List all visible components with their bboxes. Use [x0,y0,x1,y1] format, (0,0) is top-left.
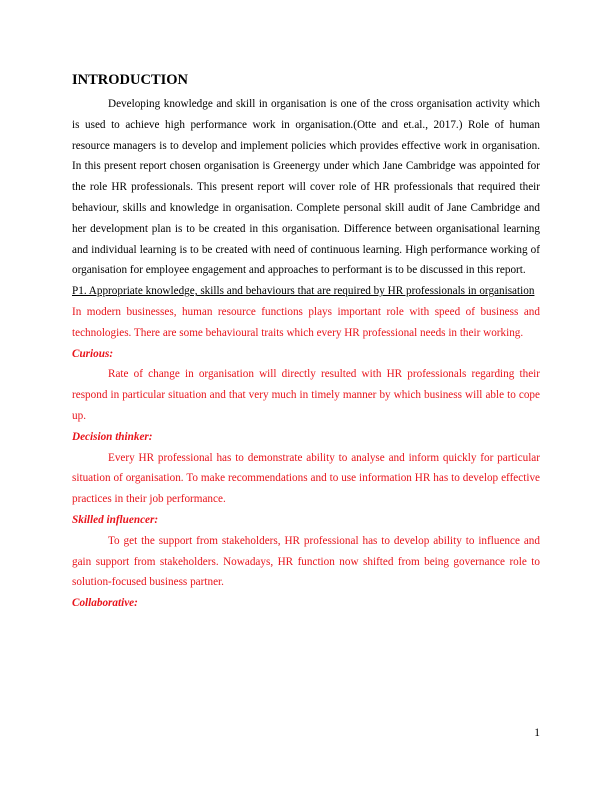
trait-title-collaborative: Collaborative: [72,597,138,610]
trait-title-skilled-influencer: Skilled influencer: [72,513,159,526]
p1-intro-paragraph: In modern businesses, human resource functions plays important role with speed of business and technologies. There are some behavioural traits which every HR professional needs in their working. [72,305,540,339]
page-number: 1 [534,727,540,739]
section-heading-p1: P1. Appropriate knowledge, skills and behaviours that are required by HR professionals in organisation [72,285,535,298]
document-page [72,70,540,614]
trait-text-skilled-influencer: To get the support from stakeholders, HR professional has to develop ability to influence and gain support from stakeholders. Nowadays, HR function now shifted from being governance role to solution-focused business partner. [72,534,540,589]
trait-title-decision-thinker: Decision thinker: [72,430,153,443]
trait-title-curious: Curious: [72,347,114,360]
trait-text-curious: Rate of change in organisation will directly resulted with HR professionals regarding their respond in particular situation and that very much in timely manner by which business will able to cope up. [72,368,540,422]
intro-paragraph: Developing knowledge and skill in organisation is one of the cross organisation activity which is used to achieve high performance work in organisation.(Otte and et.al., 2017.) Role of human resource managers is to develop and implement policies which provides effective work in organisation. In this present report chosen organisation is Greenergy under which Jane Cambridge was appointed for the role HR professionals. This present report will cover role of HR professionals that required their behaviour, skills and knowledge in organisation. Complete personal skill audit of Jane Cambridge and her development plan is to be created in this organisation. Difference between organisational learning and individual learning is to be created with need of continuous learning. High performance working of organisation for employee engagement and approaches to performant is to be discussed in this report. [72,98,540,277]
trait-text-decision-thinker: Every HR professional has to demonstrate ability to analyse and inform quickly for particular situation of organisation. To make recommendations and to use information HR has to develop effective practices in their job performance. [72,451,540,506]
page-title: INTRODUCTION [72,72,189,88]
